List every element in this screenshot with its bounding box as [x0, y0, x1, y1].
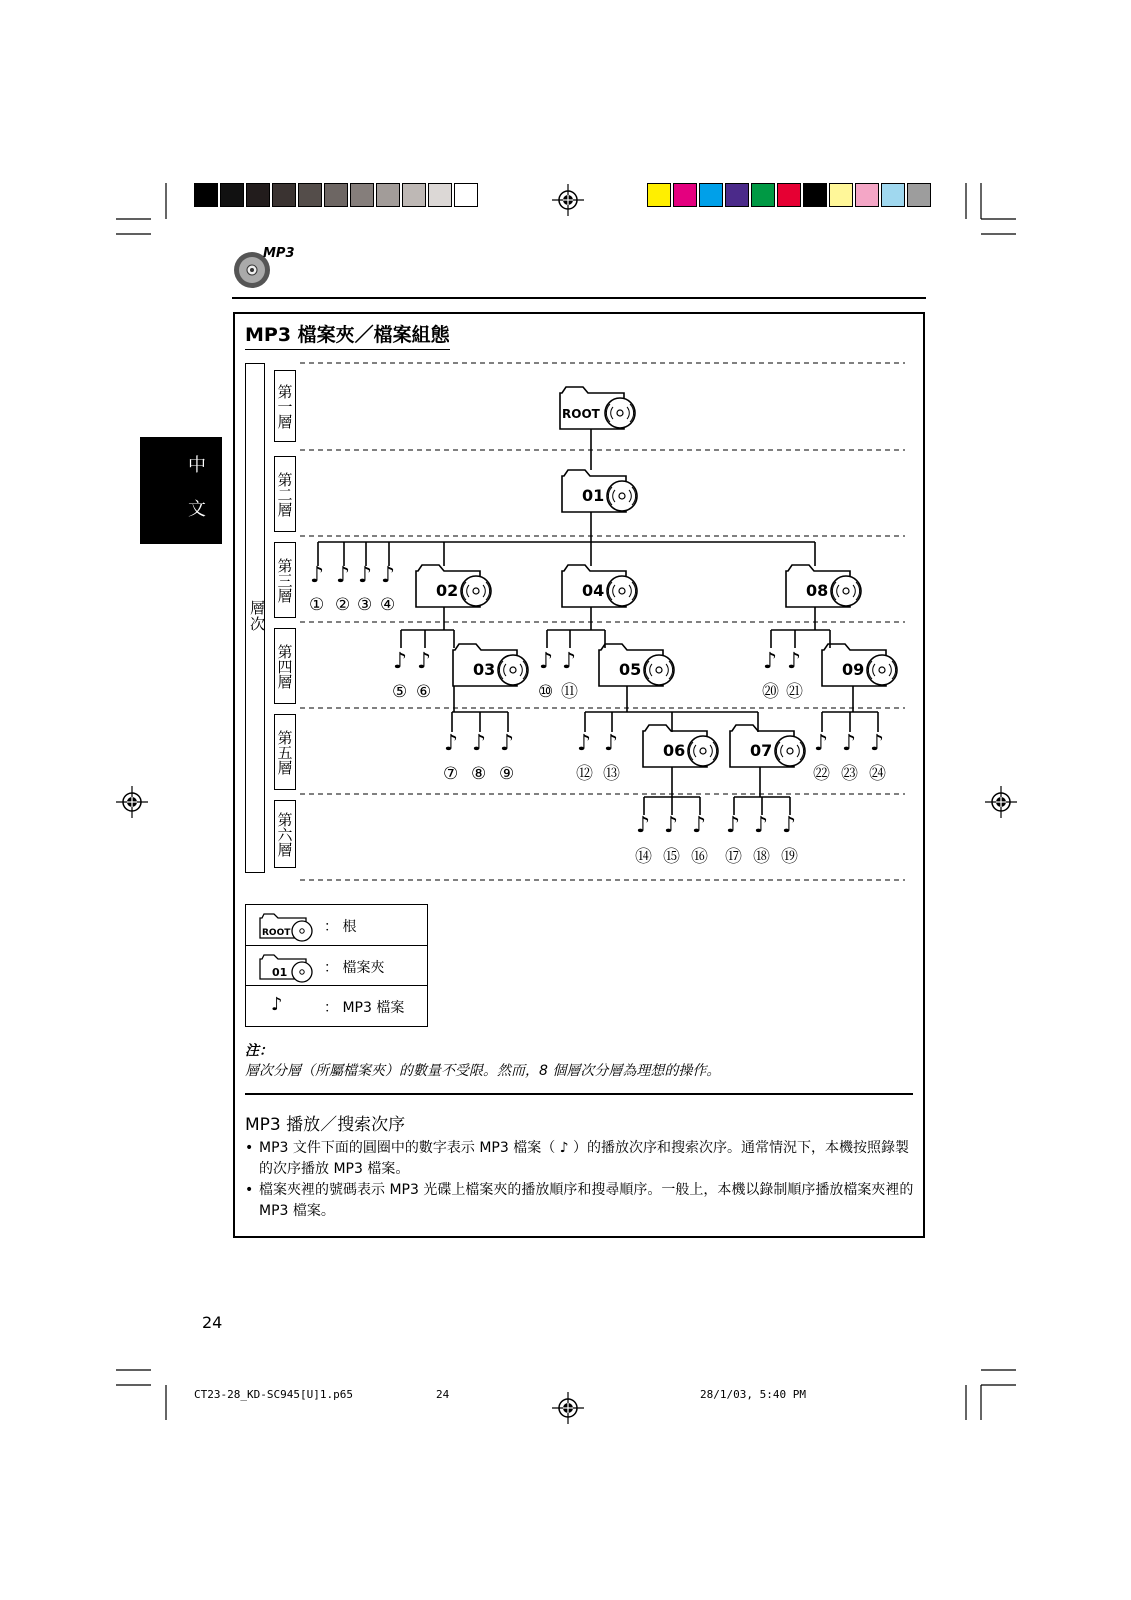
- music-note-icon: ♪: [310, 563, 325, 588]
- section-divider: [245, 1093, 913, 1095]
- folder-icon: [258, 951, 318, 983]
- music-note-icon: ♪: [500, 731, 515, 756]
- file-number: ⑬: [603, 764, 620, 784]
- level-label-1: 第一層: [274, 370, 296, 442]
- root-folder: [560, 387, 635, 429]
- folder-08: [786, 565, 861, 607]
- section-title: MP3 檔案夾／檔案組態: [245, 320, 450, 350]
- music-note-icon: ♪: [417, 649, 432, 674]
- footer-timestamp: 28/1/03, 5:40 PM: [700, 1388, 806, 1401]
- file-number: ⑮: [663, 847, 680, 867]
- file-number: ⑯: [691, 847, 708, 867]
- legend-row-root: [246, 905, 427, 945]
- file-number: ⑥: [416, 682, 432, 702]
- bullet-text: MP3 文件下面的圓圈中的數字表示 MP3 檔案（ ♪ ）的播放次序和搜索次序。通常情況下，本機按照錄製的次序播放 MP3 檔案。: [259, 1140, 910, 1177]
- file-number: ⑤: [392, 682, 408, 702]
- folder-label: 06: [663, 741, 686, 760]
- folder-label: 05: [619, 660, 642, 679]
- music-note-icon: ♪: [577, 731, 592, 756]
- language-tab-char: 中: [188, 455, 206, 476]
- folder-02: [416, 565, 491, 607]
- bullet-item: [245, 1138, 915, 1180]
- music-note-icon: ♪: [444, 731, 459, 756]
- folder-03: [453, 644, 528, 686]
- level-label-5: 第五層: [274, 714, 296, 790]
- level-label-3: 第三層: [274, 542, 296, 618]
- music-note-icon: ♪: [539, 649, 554, 674]
- music-note-icon: ♪: [604, 731, 619, 756]
- footer-page: 24: [436, 1388, 450, 1401]
- hierarchy-label: 層次: [248, 600, 266, 632]
- music-note-icon: ♪: [393, 649, 408, 674]
- music-note-icon: ♪: [472, 731, 487, 756]
- folder-label: 02: [436, 581, 459, 600]
- svg-text:01: 01: [272, 966, 288, 979]
- bullet-item: [245, 1180, 915, 1222]
- file-number: ④: [380, 595, 396, 615]
- folder-05: [599, 644, 674, 686]
- legend-table: [245, 904, 428, 1027]
- bullet-mark: •: [245, 1140, 254, 1156]
- music-note-icon: ♪: [782, 813, 797, 838]
- section2-title: MP3 播放／搜索次序: [245, 1115, 406, 1135]
- file-number: ②: [335, 595, 351, 615]
- file-number: ⑳: [762, 682, 779, 702]
- folder-label: 04: [582, 581, 605, 600]
- music-note-icon: ♪: [381, 563, 396, 588]
- footer-filename: CT23-28_KD-SC945[U]1.p65: [194, 1388, 353, 1401]
- level-label-6: 第六層: [274, 800, 296, 868]
- music-note-icon: ♪: [271, 994, 283, 1015]
- music-note-icon: ♪: [726, 813, 741, 838]
- page-number: 24: [202, 1313, 223, 1332]
- legend-file-text: ： MP3 檔案: [324, 1000, 405, 1016]
- music-note-icon: ♪: [636, 813, 651, 838]
- file-number: ⑨: [499, 764, 515, 784]
- music-note-icon: ♪: [842, 731, 857, 756]
- registration-mark-icon: [116, 786, 148, 818]
- file-number: ⑦: [443, 764, 459, 784]
- music-note-icon: ♪: [763, 649, 778, 674]
- file-number: ⑲: [781, 847, 798, 867]
- level-label-4: 第四層: [274, 628, 296, 704]
- registration-mark-icon: [985, 786, 1017, 818]
- file-number: ⑫: [576, 764, 593, 784]
- mp3-logo-text: MP3: [263, 246, 295, 261]
- music-note-icon: ♪: [336, 563, 351, 588]
- folder-06: [643, 725, 718, 767]
- file-number: ㉑: [786, 682, 803, 702]
- file-number: ⑭: [635, 847, 652, 867]
- folder-07: [730, 725, 805, 767]
- legend-row-folder: [246, 945, 427, 985]
- music-note-icon: ♪: [787, 649, 802, 674]
- legend-row-file: [246, 985, 427, 1025]
- music-note-icon: ♪: [358, 563, 373, 588]
- bullet-text: 檔案夾裡的號碼表示 MP3 光碟上檔案夾的播放順序和搜尋順序。一般上，本機以錄制順序播放檔案夾裡的 MP3 檔案。: [259, 1182, 914, 1219]
- music-note-icon: ♪: [562, 649, 577, 674]
- folder-label: 01: [582, 486, 605, 505]
- registration-mark-icon: [552, 1392, 584, 1424]
- folder-label: 07: [750, 741, 773, 760]
- file-number: ⑰: [725, 847, 742, 867]
- folder-04: [562, 565, 637, 607]
- file-number: ㉒: [813, 764, 830, 784]
- folder-09: [822, 644, 897, 686]
- legend-root-text: ： 根: [324, 919, 357, 935]
- file-number: ⑪: [561, 682, 578, 702]
- language-tab-char: 文: [188, 499, 206, 520]
- music-note-icon: ♪: [692, 813, 707, 838]
- music-note-icon: ♪: [754, 813, 769, 838]
- file-number: ㉓: [841, 764, 858, 784]
- note-heading: 注：: [245, 1043, 273, 1059]
- folder-label: 03: [473, 660, 496, 679]
- svg-text:ROOT: ROOT: [262, 928, 291, 938]
- legend-folder-text: ： 檔案夾: [324, 960, 385, 976]
- file-number: ⑧: [471, 764, 487, 784]
- folder-label: 08: [806, 581, 829, 600]
- note-text: 層次分層（所屬檔案夾）的數量不受限。然而，8 個層次分層為理想的操作。: [245, 1063, 721, 1079]
- file-number: ①: [309, 595, 325, 615]
- file-number: ㉔: [869, 764, 886, 784]
- file-number: ⑩: [538, 682, 554, 702]
- music-note-icon: ♪: [664, 813, 679, 838]
- root-folder-icon: [258, 910, 318, 942]
- folder-label: ROOT: [562, 407, 600, 421]
- bullet-mark: •: [245, 1182, 254, 1198]
- folder-01: [562, 470, 637, 512]
- folder-label: 09: [842, 660, 865, 679]
- music-note-icon: ♪: [870, 731, 885, 756]
- music-note-icon: ♪: [814, 731, 829, 756]
- level-label-2: 第二層: [274, 456, 296, 532]
- file-number: ⑱: [753, 847, 770, 867]
- file-number: ③: [357, 595, 373, 615]
